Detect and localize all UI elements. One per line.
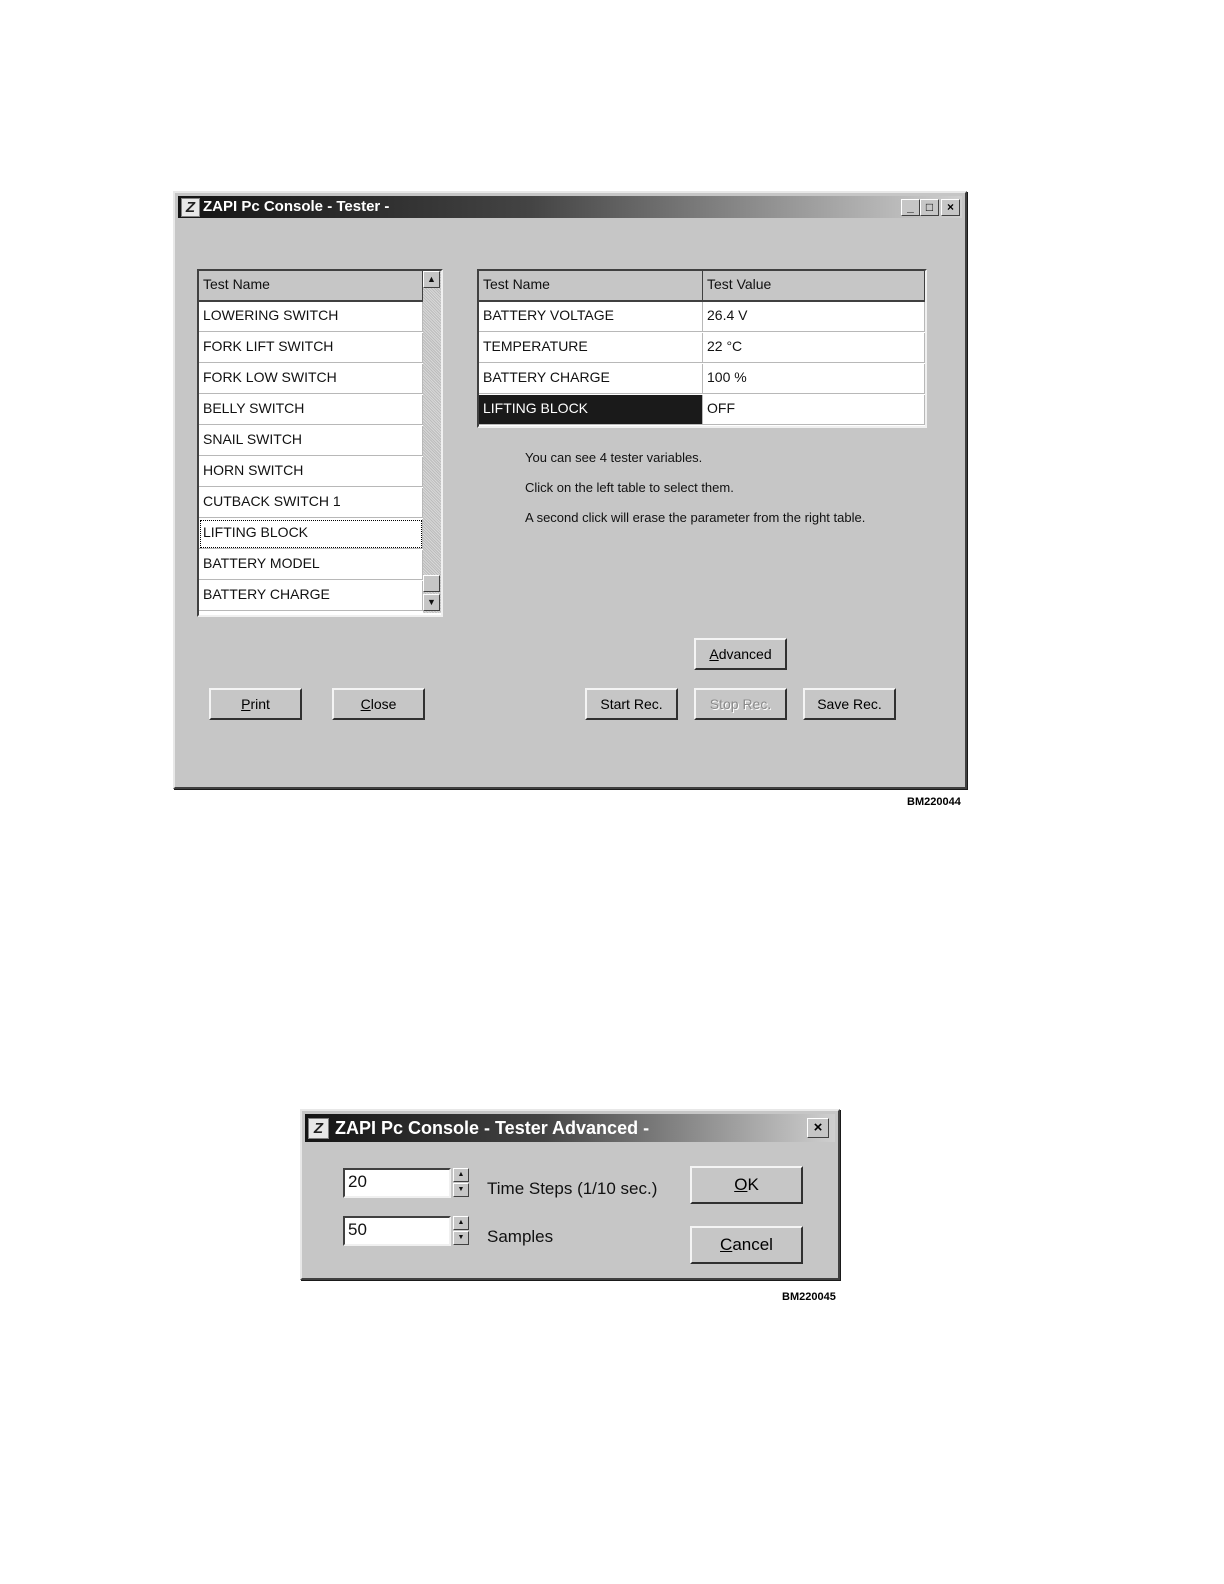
- print-label: rint: [250, 696, 270, 712]
- maximize-icon[interactable]: □: [920, 199, 939, 216]
- scroll-thumb[interactable]: [423, 575, 440, 592]
- close-button[interactable]: [332, 688, 425, 720]
- values-row-name[interactable]: BATTERY VOLTAGE: [479, 302, 703, 332]
- tester-values-table: [477, 269, 927, 428]
- ok-label: K: [747, 1175, 759, 1194]
- time-steps-up-icon[interactable]: ▲: [453, 1168, 469, 1182]
- zapi-app-icon: Z: [181, 198, 200, 217]
- advanced-window: [300, 1109, 840, 1280]
- advanced-mnemonic: A: [709, 646, 719, 662]
- time-steps-input[interactable]: 20: [343, 1168, 451, 1198]
- scroll-down-icon[interactable]: ▼: [423, 594, 440, 611]
- advanced-window-title: ZAPI Pc Console - Tester Advanced -: [335, 1118, 650, 1138]
- samples-label: Samples: [487, 1227, 554, 1246]
- start-rec-button[interactable]: Start Rec.: [585, 688, 678, 720]
- values-row-name[interactable]: TEMPERATURE: [479, 333, 703, 363]
- test-list-row[interactable]: FORK LOW SWITCH: [199, 364, 423, 394]
- stop-rec-button[interactable]: Stop Rec.: [694, 688, 787, 720]
- ok-button[interactable]: [690, 1166, 803, 1204]
- values-row-value: 26.4 V: [703, 302, 925, 332]
- time-steps-down-icon[interactable]: ▼: [453, 1183, 469, 1197]
- close-mnemonic: C: [360, 696, 371, 712]
- tester-title-bar[interactable]: [178, 196, 962, 218]
- test-list-row[interactable]: HORN SWITCH: [199, 457, 423, 487]
- test-list-scrollbar[interactable]: [423, 271, 441, 613]
- test-list-row[interactable]: BATTERY CHARGE: [199, 581, 423, 611]
- cancel-button[interactable]: [690, 1226, 803, 1264]
- samples-up-icon[interactable]: ▲: [453, 1216, 469, 1230]
- advanced-label: dvanced: [718, 646, 772, 662]
- test-list-table: [197, 269, 443, 617]
- test-list-header[interactable]: Test Name: [199, 271, 423, 302]
- save-rec-button[interactable]: Save Rec.: [803, 688, 896, 720]
- advanced-title-bar[interactable]: [305, 1114, 835, 1142]
- info-line: A second click will erase the parameter from the right table.: [525, 510, 866, 525]
- tester-window-title: ZAPI Pc Console - Tester -: [203, 198, 390, 215]
- info-line: Click on the left table to select them.: [525, 480, 734, 495]
- test-list-row[interactable]: FORK LIFT SWITCH: [199, 333, 423, 363]
- samples-input[interactable]: 50: [343, 1216, 451, 1246]
- test-list-row[interactable]: BELLY SWITCH: [199, 395, 423, 425]
- figure-id: BM220044: [907, 796, 961, 808]
- advanced-button[interactable]: [694, 638, 787, 670]
- figure-id: BM220045: [782, 1291, 836, 1303]
- values-row-name-selected[interactable]: LIFTING BLOCK: [479, 395, 703, 425]
- minimize-icon[interactable]: _: [901, 199, 920, 216]
- scroll-up-icon[interactable]: ▲: [423, 271, 440, 288]
- values-header-name[interactable]: Test Name: [479, 271, 703, 302]
- cancel-label: ancel: [732, 1235, 773, 1254]
- values-row-value: 22 °C: [703, 333, 925, 363]
- print-button[interactable]: [209, 688, 302, 720]
- values-header-value[interactable]: Test Value: [703, 271, 925, 302]
- close-label: lose: [370, 696, 397, 712]
- samples-down-icon[interactable]: ▼: [453, 1231, 469, 1245]
- tester-window: [173, 191, 967, 789]
- cancel-mnemonic: C: [720, 1235, 733, 1254]
- close-icon[interactable]: ×: [807, 1118, 829, 1138]
- test-list-row[interactable]: SNAIL SWITCH: [199, 426, 423, 456]
- test-list-row-focused[interactable]: LIFTING BLOCK: [199, 519, 423, 549]
- values-row-name[interactable]: BATTERY CHARGE: [479, 364, 703, 394]
- zapi-app-icon: Z: [308, 1118, 329, 1139]
- ok-mnemonic: O: [734, 1175, 748, 1194]
- print-mnemonic: P: [241, 696, 251, 712]
- test-list-row[interactable]: LOWERING SWITCH: [199, 302, 423, 332]
- test-list-row[interactable]: CUTBACK SWITCH 1: [199, 488, 423, 518]
- info-line: You can see 4 tester variables.: [525, 450, 703, 465]
- time-steps-label: Time Steps (1/10 sec.): [487, 1179, 658, 1198]
- close-icon[interactable]: ×: [941, 199, 960, 216]
- values-row-value: OFF: [703, 395, 925, 425]
- values-row-value: 100 %: [703, 364, 925, 394]
- test-list-row[interactable]: BATTERY MODEL: [199, 550, 423, 580]
